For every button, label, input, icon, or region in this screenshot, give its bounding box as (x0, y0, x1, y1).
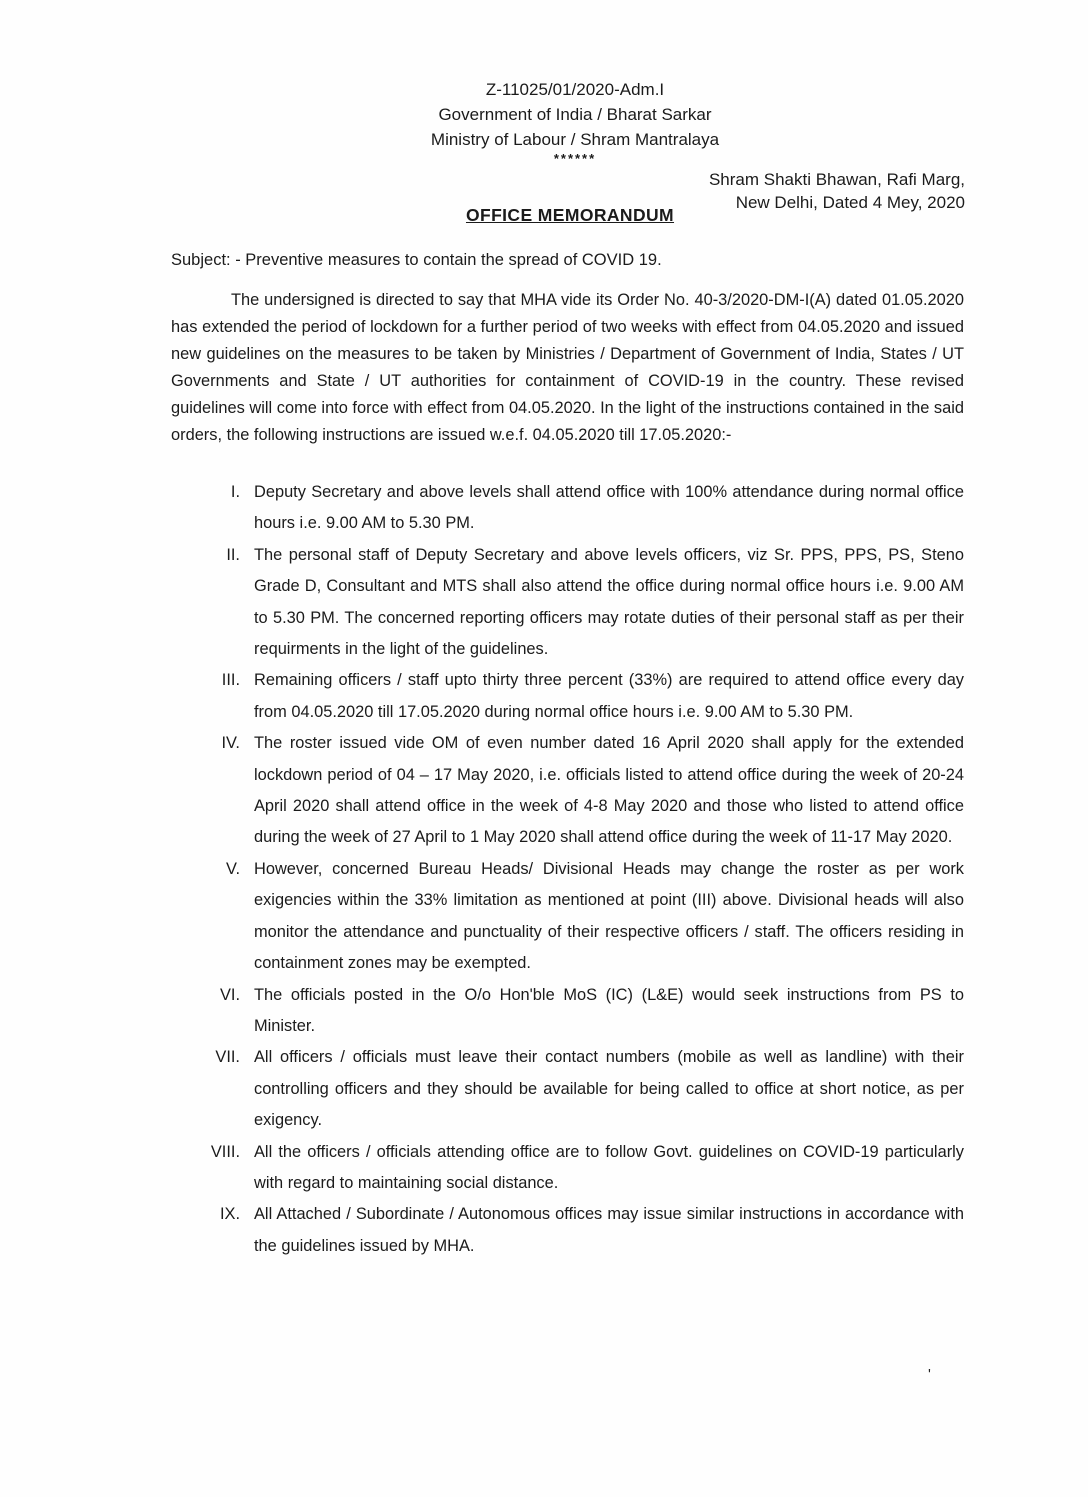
reference-number: Z-11025/01/2020-Adm.I (485, 80, 665, 99)
address-line-1: Shram Shakti Bhawan, Rafi Marg, (708, 170, 965, 189)
instruction-number: VII. (215, 1048, 240, 1067)
instruction-text: All Attached / Subordinate / Autonomous offices may issue similar instructions in accordance with the guidelines issued by MHA. (254, 1205, 964, 1255)
instruction-number: II. (226, 545, 240, 564)
instruction-text: However, concerned Bureau Heads/ Divisional Heads may change the roster as per work exigencies within the 33% limitation as mentioned at point (III) above. Divisional heads will also monitor the attendance and punctuality of their respective officers / staff. The officers residing in containment zones may be exempted. (254, 859, 964, 973)
instruction-number: I. (230, 483, 240, 501)
opening-paragraph: The undersigned is directed to say that MHA vide its Order No. 40-3/2020-DM-I(A) dated 01.05.2020 has extended the period of lockdown for a further period of two weeks with effect from 04.05.2020 and issued new guidelines on the measures to be taken by Ministries / Department of Government of India, States / UT Governments and State / UT authorities for containment of COVID-19 in the country. These revised guidelines will come into force with effect from 04.05.2020. In the light of the instructions contained in the said orders, the following instructions are issued w.e.f. 04.05.2020 till 17.05.2020:- (171, 291, 964, 444)
memo-title: OFFICE MEMORANDUM (465, 205, 675, 225)
instruction-number: IV. (221, 734, 240, 753)
instruction-number: III. (221, 671, 240, 690)
separator-stars: ****** (553, 151, 597, 166)
instruction-text: The personal staff of Deputy Secretary and above levels officers, viz Sr. PPS, PPS, PS, Steno Grade D, Consultant and MTS shall also attend the office during normal office hours i.e. 9.00 AM to 5.30 PM. The concerned reporting officers may rotate duties of their personal staff as per their requirments in the light of the guidelines. (254, 545, 964, 659)
instruction-text: Deputy Secretary and above levels shall attend office with 100% attendance during normal office hours i.e. 9.00 AM to 5.30 PM. (254, 483, 964, 533)
government-line: Government of India / Bharat Sarkar (438, 105, 712, 124)
instruction-text: The officials posted in the O/o Hon'ble MoS (IC) (L&E) would seek instructions from PS to Minister. (254, 985, 964, 1035)
instruction-item (148, 980, 964, 1043)
instruction-number: IX. (219, 1205, 240, 1224)
instruction-text: The roster issued vide OM of even number dated 16 April 2020 shall apply for the extended lockdown period of 04 – 17 May 2020, i.e. officials listed to attend office during the week of 20-24 April 2020 shall attend office in the week of 4-8 May 2020 and those who listed to attend office during the week of 27 April to 1 May 2020 shall attend office during the week of 11-17 May 2020. (254, 734, 964, 847)
instruction-number: V. (226, 859, 240, 878)
letterhead (431, 77, 719, 166)
instruction-item (148, 540, 964, 666)
instruction-list (148, 477, 964, 1262)
subject-line: Subject: - Preventive measures to contain the spread of COVID 19. (171, 251, 662, 269)
instruction-number: VI. (219, 985, 240, 1004)
address-line-2: New Delhi, Dated 4 Mey, 2020 (735, 193, 965, 212)
ministry-line: Ministry of Labour / Shram Mantralaya (430, 130, 720, 149)
stray-mark: ' (928, 1366, 931, 1383)
instruction-item (148, 1199, 964, 1262)
instruction-item (148, 665, 964, 728)
instruction-item (148, 728, 964, 854)
instruction-item (148, 854, 964, 980)
instruction-number: VIII. (210, 1142, 240, 1161)
address-block (709, 168, 965, 214)
instruction-text: All the officers / officials attending office are to follow Govt. guidelines on COVID-19 particularly with regard to maintaining social distance. (254, 1142, 964, 1192)
instruction-text: All officers / officials must leave their contact numbers (mobile as well as landline) with their controlling officers and they should be available for being called to office at short notice, as per exigency. (254, 1048, 964, 1130)
instruction-item (148, 477, 964, 540)
instruction-item (148, 1137, 964, 1200)
instruction-item (148, 1042, 964, 1136)
instruction-text: Remaining officers / staff upto thirty three percent (33%) are required to attend office every day from 04.05.2020 till 17.05.2020 during normal office hours i.e. 9.00 AM to 5.30 PM. (254, 671, 964, 721)
